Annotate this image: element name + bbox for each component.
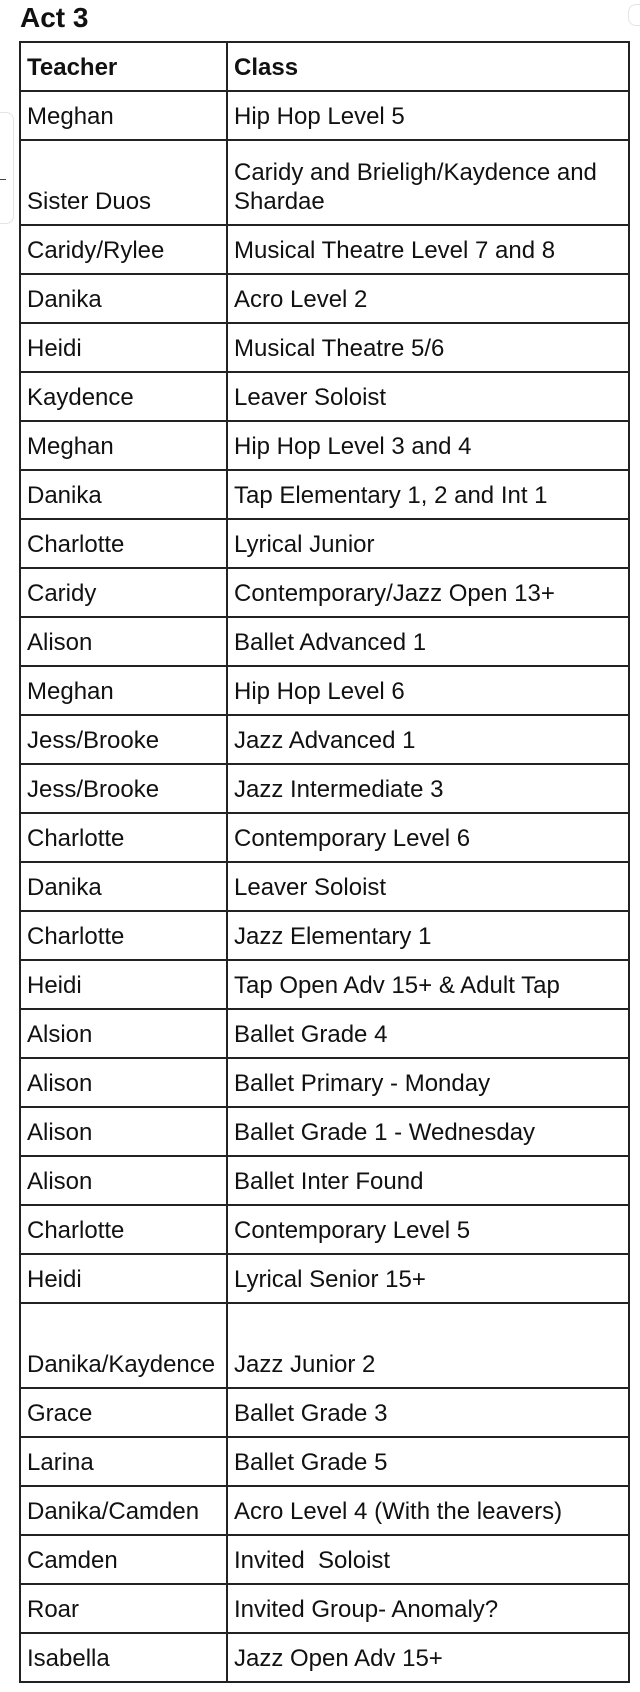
teacher-cell: Heidi xyxy=(20,323,227,372)
class-cell: Lyrical Junior xyxy=(227,519,629,568)
table-row xyxy=(20,666,629,715)
table-row xyxy=(20,764,629,813)
table-row xyxy=(20,1009,629,1058)
class-cell: Tap Elementary 1, 2 and Int 1 xyxy=(227,470,629,519)
table-row xyxy=(20,1254,629,1303)
table-row xyxy=(20,1156,629,1205)
class-cell: Leaver Soloist xyxy=(227,862,629,911)
teacher-cell: Charlotte xyxy=(20,911,227,960)
teacher-cell: Alison xyxy=(20,617,227,666)
table-row xyxy=(20,274,629,323)
teacher-cell: Roar xyxy=(20,1584,227,1633)
teacher-cell: Jess/Brooke xyxy=(20,764,227,813)
table-row xyxy=(20,1437,629,1486)
class-cell: Ballet Primary - Monday xyxy=(227,1058,629,1107)
class-cell: Ballet Grade 5 xyxy=(227,1437,629,1486)
class-cell: Caridy and Brieligh/Kaydence and Shardae xyxy=(227,140,629,225)
teacher-cell: Jess/Brooke xyxy=(20,715,227,764)
class-cell: Invited Soloist xyxy=(227,1535,629,1584)
teacher-cell: Meghan xyxy=(20,666,227,715)
class-cell: Ballet Inter Found xyxy=(227,1156,629,1205)
teacher-cell: Grace xyxy=(20,1388,227,1437)
teacher-cell: Danika/Camden xyxy=(20,1486,227,1535)
table-row xyxy=(20,1058,629,1107)
teacher-cell: Caridy xyxy=(20,568,227,617)
class-cell: Ballet Grade 1 - Wednesday xyxy=(227,1107,629,1156)
teacher-cell: Larina xyxy=(20,1437,227,1486)
scroll-edge-right xyxy=(628,4,640,26)
teacher-cell: Charlotte xyxy=(20,1205,227,1254)
teacher-cell: Sister Duos xyxy=(20,140,227,225)
table-row xyxy=(20,813,629,862)
scroll-edge-left xyxy=(0,112,14,224)
class-cell: Contemporary/Jazz Open 13+ xyxy=(227,568,629,617)
class-cell: Lyrical Senior 15+ xyxy=(227,1254,629,1303)
teacher-cell: Alison xyxy=(20,1058,227,1107)
teacher-cell: Danika/Kaydence xyxy=(20,1303,227,1388)
table-row xyxy=(20,1486,629,1535)
table-row xyxy=(20,140,629,225)
table-row xyxy=(20,323,629,372)
table-row xyxy=(20,470,629,519)
class-cell: Hip Hop Level 5 xyxy=(227,91,629,140)
class-cell: Jazz Intermediate 3 xyxy=(227,764,629,813)
act-title: Act 3 xyxy=(20,2,89,33)
class-cell: Ballet Grade 3 xyxy=(227,1388,629,1437)
table-row xyxy=(20,862,629,911)
table-row xyxy=(20,960,629,1009)
table-row xyxy=(20,1388,629,1437)
teacher-cell: Charlotte xyxy=(20,519,227,568)
class-cell: Tap Open Adv 15+ & Adult Tap xyxy=(227,960,629,1009)
teacher-cell: Danika xyxy=(20,470,227,519)
class-cell: Musical Theatre 5/6 xyxy=(227,323,629,372)
teacher-cell: Danika xyxy=(20,274,227,323)
table-body xyxy=(20,91,629,1682)
class-cell: Invited Group- Anomaly? xyxy=(227,1584,629,1633)
class-cell: Acro Level 2 xyxy=(227,274,629,323)
class-cell: Musical Theatre Level 7 and 8 xyxy=(227,225,629,274)
teacher-cell: Kaydence xyxy=(20,372,227,421)
teacher-cell: Camden xyxy=(20,1535,227,1584)
teacher-cell: Isabella xyxy=(20,1633,227,1682)
class-cell: Ballet Grade 4 xyxy=(227,1009,629,1058)
class-column-header: Class xyxy=(227,42,629,91)
table-row xyxy=(20,519,629,568)
teacher-cell: Meghan xyxy=(20,91,227,140)
teacher-cell: Danika xyxy=(20,862,227,911)
table-row xyxy=(20,1535,629,1584)
class-cell: Jazz Advanced 1 xyxy=(227,715,629,764)
teacher-cell: Charlotte xyxy=(20,813,227,862)
table-row xyxy=(20,715,629,764)
table-row xyxy=(20,1633,629,1682)
teacher-cell: Alsion xyxy=(20,1009,227,1058)
class-cell: Contemporary Level 5 xyxy=(227,1205,629,1254)
table-row xyxy=(20,372,629,421)
table-row xyxy=(20,1205,629,1254)
class-cell: Contemporary Level 6 xyxy=(227,813,629,862)
table-row xyxy=(20,1584,629,1633)
edge-dash xyxy=(0,179,6,180)
teacher-cell: Heidi xyxy=(20,960,227,1009)
teacher-cell: Alison xyxy=(20,1156,227,1205)
class-cell: Hip Hop Level 3 and 4 xyxy=(227,421,629,470)
table-header-row xyxy=(20,42,629,91)
teacher-cell: Heidi xyxy=(20,1254,227,1303)
table-row xyxy=(20,617,629,666)
class-cell: Acro Level 4 (With the leavers) xyxy=(227,1486,629,1535)
class-cell: Hip Hop Level 6 xyxy=(227,666,629,715)
teacher-cell: Alison xyxy=(20,1107,227,1156)
table-row xyxy=(20,1107,629,1156)
schedule-table xyxy=(19,41,630,1683)
teacher-cell: Meghan xyxy=(20,421,227,470)
table-row xyxy=(20,911,629,960)
table-row xyxy=(20,568,629,617)
class-cell: Jazz Open Adv 15+ xyxy=(227,1633,629,1682)
table-row xyxy=(20,1303,629,1388)
class-cell: Jazz Junior 2 xyxy=(227,1303,629,1388)
teacher-column-header: Teacher xyxy=(20,42,227,91)
class-cell: Ballet Advanced 1 xyxy=(227,617,629,666)
table-row xyxy=(20,421,629,470)
teacher-cell: Caridy/Rylee xyxy=(20,225,227,274)
table-row xyxy=(20,91,629,140)
class-cell: Leaver Soloist xyxy=(227,372,629,421)
table-row xyxy=(20,225,629,274)
class-cell: Jazz Elementary 1 xyxy=(227,911,629,960)
